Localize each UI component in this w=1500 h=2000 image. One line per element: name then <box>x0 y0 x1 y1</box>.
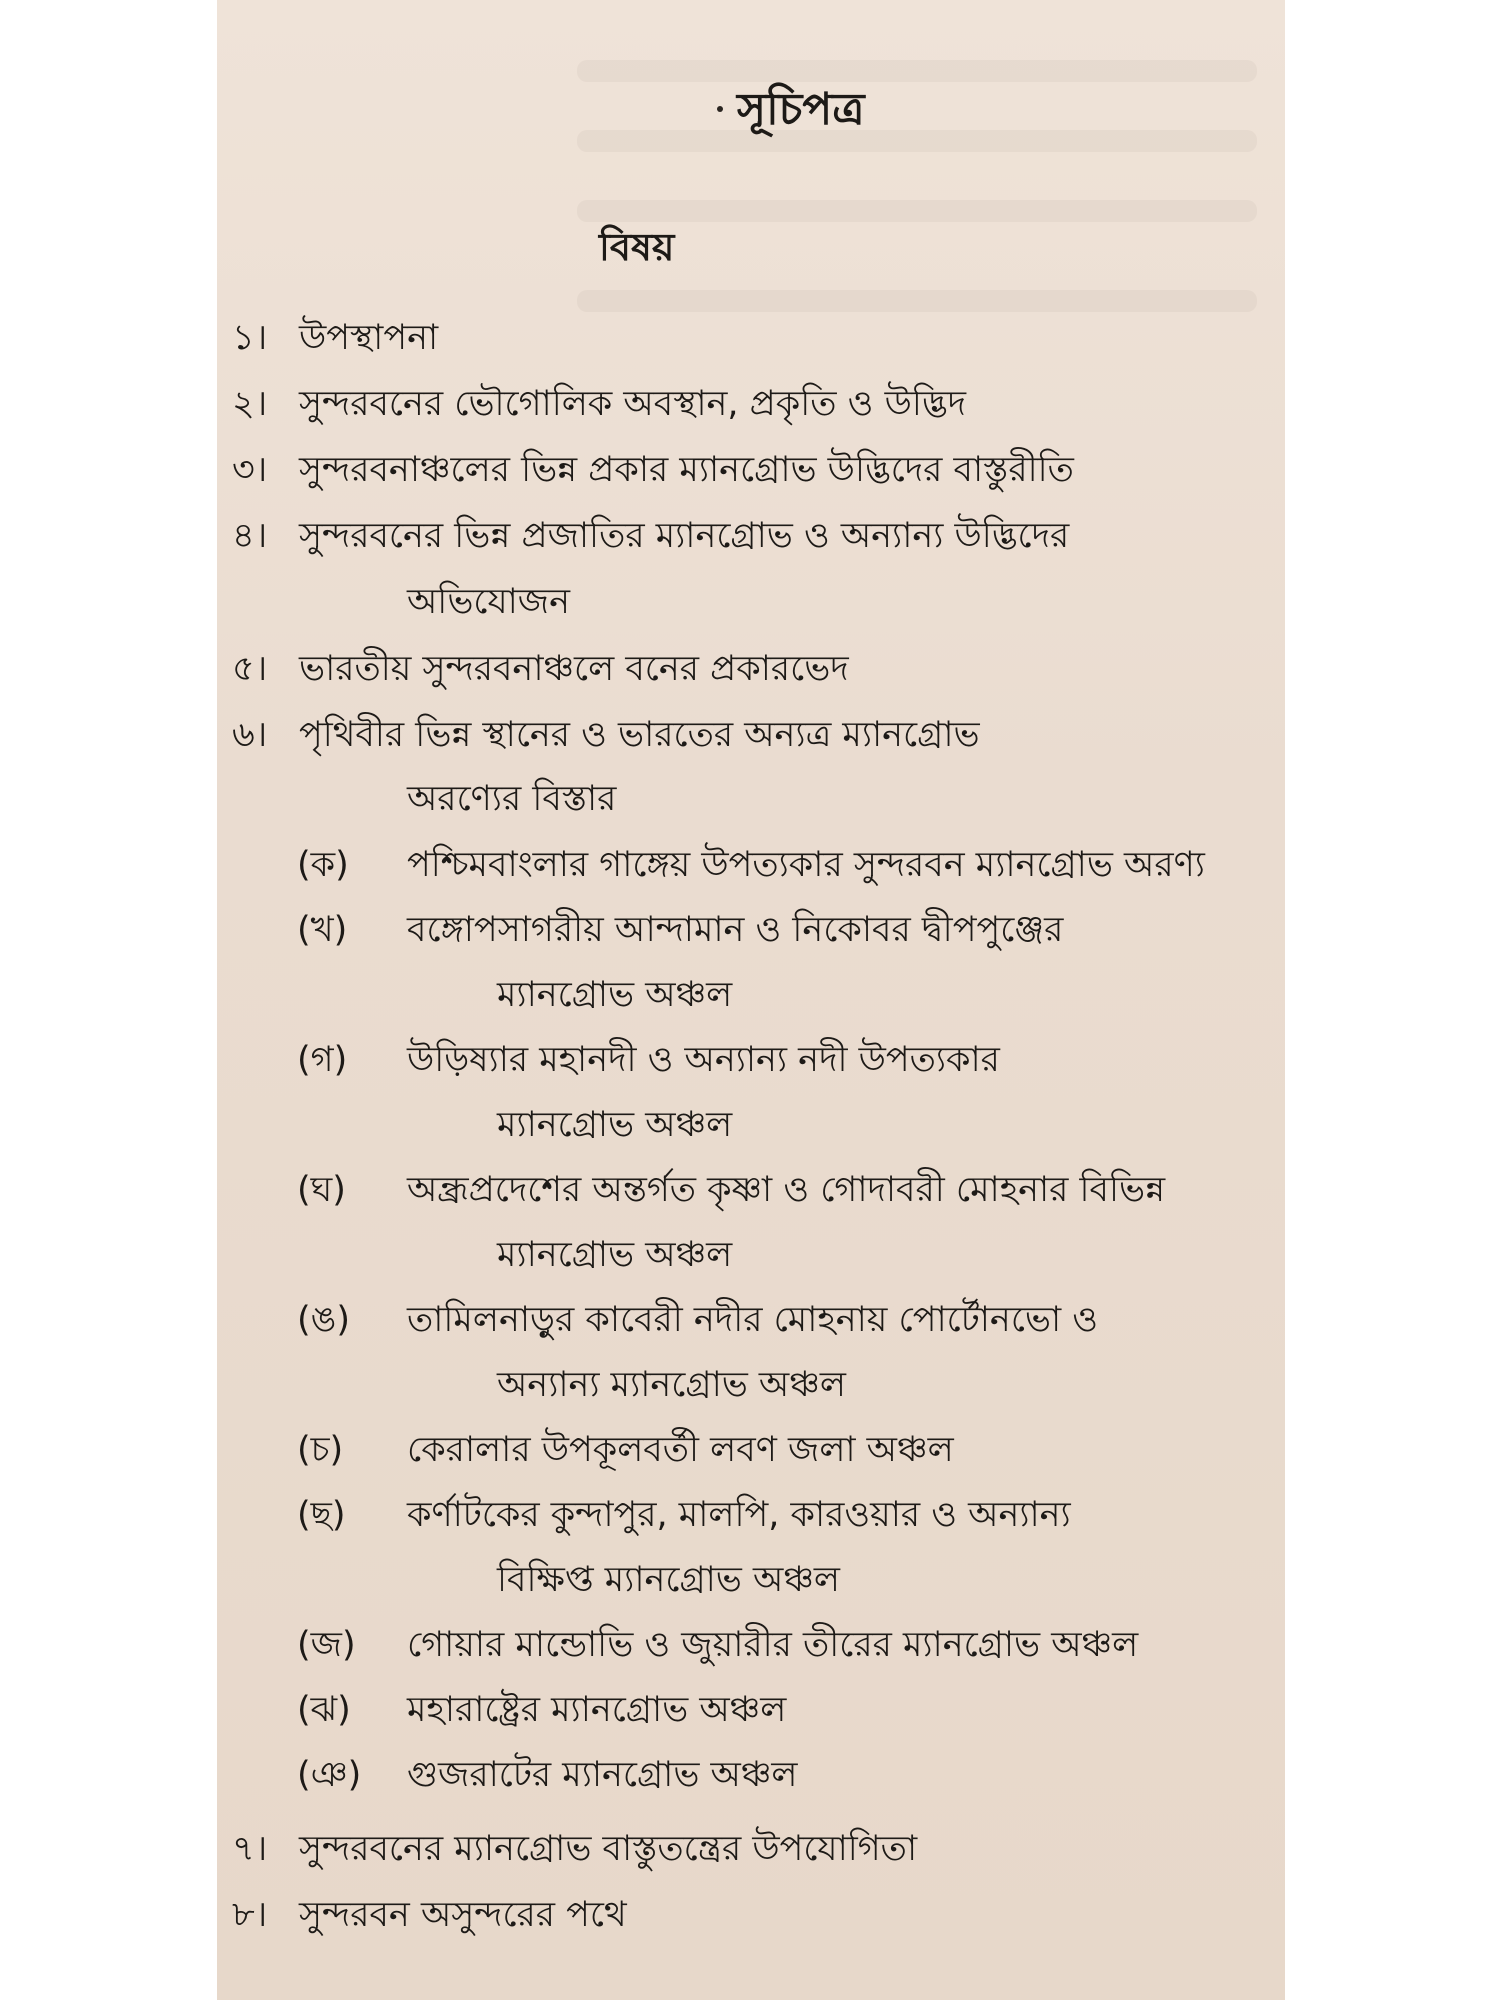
sub-entry-number: (ক) <box>297 845 349 885</box>
toc-entry-continuation <box>217 569 1285 635</box>
sub-entry-text: তামিলনাড়ুর কাবেরী নদীর মোহনায় পোর্টোনভো ও <box>407 1300 1098 1340</box>
sub-entry-continuation: বিক্ষিপ্ত ম্যানগ্রোভ অঞ্চল <box>497 1560 840 1600</box>
entry-number: ৭। <box>232 1829 268 1869</box>
sub-entry-text: পশ্চিমবাংলার গাঙ্গেয় উপত্যকার সুন্দরবন ম্যানগ্রোভ অরণ্য <box>407 845 1205 885</box>
entry-continuation: অরণ্যের বিস্তার <box>407 779 617 819</box>
sub-entry-number: (ঝ) <box>297 1690 351 1730</box>
sub-entry-number: (ঙ) <box>297 1300 350 1340</box>
toc-entry <box>217 1816 1285 1882</box>
toc-sub-entry <box>217 1482 1285 1548</box>
sub-entry-continuation: ম্যানগ্রোভ অঞ্চল <box>497 1235 733 1275</box>
entry-number: ৪। <box>232 516 268 556</box>
entry-number: ৫। <box>232 649 268 689</box>
sub-entry-number: (ঘ) <box>297 1170 346 1210</box>
entry-number: ৩। <box>232 450 268 490</box>
toc-entry <box>217 1882 1285 1948</box>
entry-number: ৮। <box>232 1895 268 1935</box>
sub-entry-text: কর্ণাটকের কুন্দাপুর, মালপি, কারওয়ার ও অন্যান্য <box>407 1495 1071 1535</box>
toc-sub-entry-continuation <box>217 962 1285 1028</box>
sub-entry-number: (খ) <box>297 910 348 950</box>
toc-sub-entry <box>217 1157 1285 1223</box>
entry-text: সুন্দরবন অসুন্দরের পথে <box>299 1895 627 1935</box>
sub-entry-continuation: ম্যানগ্রোভ অঞ্চল <box>497 975 733 1015</box>
sub-entry-text: বঙ্গোপসাগরীয় আন্দামান ও নিকোবর দ্বীপপুঞ্জের <box>407 910 1064 950</box>
entry-text: ভারতীয় সুন্দরবনাঞ্চলে বনের প্রকারভেদ <box>299 649 849 689</box>
toc-sub-entry-continuation <box>217 1092 1285 1158</box>
toc-sub-entry-continuation <box>217 1547 1285 1613</box>
sub-entry-text: কেরালার উপকূলবর্তী লবণ জলা অঞ্চল <box>407 1430 954 1470</box>
toc-sub-entry <box>217 897 1285 963</box>
toc-sub-entry <box>217 1742 1285 1808</box>
page-title-text: সূচিপত্র <box>737 84 865 135</box>
toc-entry <box>217 305 1285 371</box>
book-page <box>217 0 1285 2000</box>
sub-entry-number: (ছ) <box>297 1495 346 1535</box>
sub-entry-continuation: ম্যানগ্রোভ অঞ্চল <box>497 1105 733 1145</box>
sub-entry-text: মহারাষ্ট্রের ম্যানগ্রোভ অঞ্চল <box>407 1690 787 1730</box>
entry-text: উপস্থাপনা <box>299 318 439 358</box>
toc-sub-entry <box>217 1027 1285 1093</box>
entry-continuation: অভিযোজন <box>407 582 570 622</box>
toc-entry <box>217 503 1285 569</box>
toc-entry <box>217 636 1285 702</box>
toc-sub-entry-continuation <box>217 1352 1285 1418</box>
sub-entry-number: (জ) <box>297 1625 356 1665</box>
sub-entry-text: গোয়ার মান্ডোভি ও জুয়ারীর তীরের ম্যানগ্রোভ অঞ্চল <box>407 1625 1139 1665</box>
ink-dot <box>717 106 723 112</box>
sub-entry-text: উড়িষ্যার মহানদী ও অন্যান্য নদী উপত্যকার <box>407 1040 1000 1080</box>
sub-entry-number: (গ) <box>297 1040 348 1080</box>
entry-text: সুন্দরবনের ভিন্ন প্রজাতির ম্যানগ্রোভ ও অন্যান্য উদ্ভিদের <box>299 516 1070 556</box>
entry-number: ১। <box>232 318 268 358</box>
toc-sub-entry <box>217 1287 1285 1353</box>
entry-text: সুন্দরবনাঞ্চলের ভিন্ন প্রকার ম্যানগ্রোভ উদ্ভিদের বাস্তুরীতি <box>299 450 1074 490</box>
sub-entry-continuation: অন্যান্য ম্যানগ্রোভ অঞ্চল <box>497 1365 846 1405</box>
toc-entry <box>217 437 1285 503</box>
entry-text: সুন্দরবনের ভৌগোলিক অবস্থান, প্রকৃতি ও উদ্ভিদ <box>299 384 966 424</box>
toc-sub-entry-continuation <box>217 1222 1285 1288</box>
sub-entry-text: অন্ধ্রপ্রদেশের অন্তর্গত কৃষ্ণা ও গোদাবরী মোহনার বিভিন্ন <box>407 1170 1166 1210</box>
bleed-through-line <box>577 130 1257 152</box>
entry-number: ২। <box>232 384 268 424</box>
toc-entry <box>217 371 1285 437</box>
sub-entry-text: গুজরাটের ম্যানগ্রোভ অঞ্চল <box>407 1755 798 1795</box>
toc-sub-entry <box>217 1677 1285 1743</box>
toc-sub-entry <box>217 1417 1285 1483</box>
bleed-through-line <box>577 60 1257 82</box>
entry-number: ৬। <box>232 715 268 755</box>
page-title <box>737 76 865 149</box>
entry-text: পৃথিবীর ভিন্ন স্থানের ও ভারতের অন্যত্র ম্যানগ্রোভ <box>299 715 980 755</box>
bleed-through-line <box>577 200 1257 222</box>
toc-entry-continuation <box>217 766 1285 832</box>
entry-text: সুন্দরবনের ম্যানগ্রোভ বাস্তুতন্ত্রের উপযোগিতা <box>299 1829 918 1869</box>
sub-entry-number: (চ) <box>297 1430 344 1470</box>
toc-sub-entry <box>217 832 1285 898</box>
toc-sub-entry <box>217 1612 1285 1678</box>
sub-entry-number: (ঞ) <box>297 1755 362 1795</box>
subject-heading: বিষয় <box>599 225 675 269</box>
toc-entry <box>217 702 1285 768</box>
